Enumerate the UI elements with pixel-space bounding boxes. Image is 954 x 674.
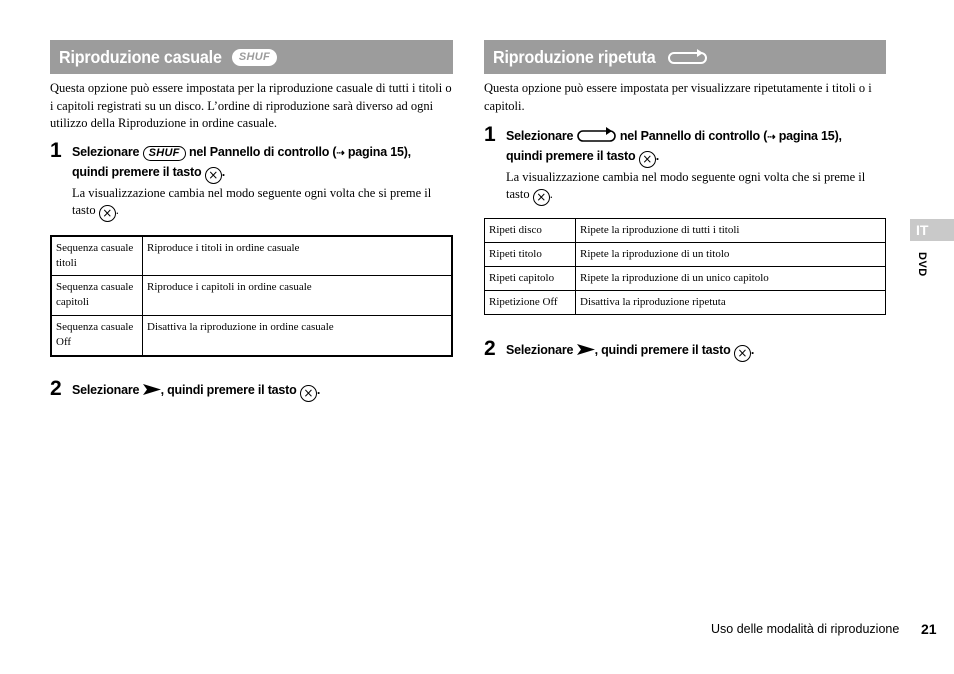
footer-section-title: Uso delle modalità di riproduzione [711, 622, 900, 636]
section-random-playback [50, 40, 453, 402]
step-number: 2 [50, 376, 62, 400]
table-row [51, 316, 452, 356]
step-note: La visualizzazione cambia nel modo seguente ogni volta che si preme il tasto × . [506, 170, 866, 204]
shuf-icon: SHUF [232, 49, 277, 66]
language-tab: IT [910, 219, 954, 241]
play-icon [143, 384, 161, 395]
step-text: Selezionare nel Pannello di controllo (⇢ pagina 15), quindi premere il tasto × . [506, 129, 842, 166]
cross-button-icon: × [734, 345, 751, 362]
section-repeat-playback [484, 40, 886, 362]
table-cell-label: Ripeti titolo [485, 243, 576, 267]
repeat-icon [577, 127, 617, 143]
table-cell-desc: Ripete la riproduzione di un titolo [576, 243, 886, 267]
table-cell-label: Sequenza casuale Off [51, 316, 143, 356]
step-text: Selezionare SHUF nel Pannello di controllo (⇢ pagina 15), quindi premere il tasto × . [72, 144, 411, 182]
step-2 [484, 337, 886, 362]
step-number: 1 [50, 138, 62, 162]
step-note: La visualizzazione cambia nel modo seguente ogni volta che si preme il tasto × . [72, 185, 432, 220]
table-cell-label: Ripetizione Off [485, 291, 576, 315]
table-cell-label: Ripeti capitolo [485, 267, 576, 291]
table-row [51, 276, 452, 316]
step-1 [484, 123, 886, 206]
cross-button-icon: × [300, 385, 317, 402]
heading-text: Riproduzione ripetuta [493, 46, 656, 67]
table-row [485, 219, 886, 243]
arrow-right-icon: ⇢ [767, 132, 776, 143]
section-heading [50, 40, 453, 74]
step-2 [50, 376, 453, 402]
table-cell-desc: Ripete la riproduzione di un unico capitolo [576, 267, 886, 291]
step-1 [50, 138, 453, 222]
section-side-label: DVD [916, 252, 928, 277]
table-row [485, 267, 886, 291]
section-heading [484, 40, 886, 74]
shuf-icon: SHUF [143, 146, 186, 161]
table-cell-desc: Ripete la riproduzione di tutti i titoli [576, 219, 886, 243]
step-text: Selezionare , quindi premere il tasto × . [506, 343, 755, 360]
heading-text: Riproduzione casuale [59, 46, 222, 67]
step-number: 1 [484, 123, 496, 146]
cross-button-icon: × [99, 205, 116, 222]
table-cell-desc: Disattiva la riproduzione ripetuta [576, 291, 886, 315]
play-icon [577, 344, 595, 355]
table-cell-label: Sequenza casuale titoli [51, 236, 143, 276]
table-cell-desc: Disattiva la riproduzione in ordine casuale [143, 316, 453, 356]
table-cell-label: Sequenza casuale capitoli [51, 276, 143, 316]
table-cell-label: Ripeti disco [485, 219, 576, 243]
table-row [485, 291, 886, 315]
step-text: Selezionare , quindi premere il tasto × . [72, 382, 321, 400]
intro-paragraph: Questa opzione può essere impostata per la riproduzione casuale di tutti i titoli o i capitoli registrati su un disco. L’ordine di riproduzione sarà diverso ad ogni utilizzo della Riproduzione in ordine casuale. [50, 81, 452, 130]
arrow-right-icon: ⇢ [336, 147, 345, 159]
intro-paragraph: Questa opzione può essere impostata per visualizzare ripetutamente i titoli o i capitoli. [484, 81, 872, 113]
cross-button-icon: × [205, 167, 222, 184]
table-row [485, 243, 886, 267]
table-cell-desc: Riproduce i capitoli in ordine casuale [143, 276, 453, 316]
random-options-table [50, 235, 453, 357]
cross-button-icon: × [533, 189, 550, 206]
repeat-icon [668, 49, 708, 65]
table-cell-desc: Riproduce i titoli in ordine casuale [143, 236, 453, 276]
page-number: 21 [921, 621, 937, 637]
repeat-options-table [484, 218, 886, 315]
cross-button-icon: × [639, 151, 656, 168]
table-row [51, 236, 452, 276]
step-number: 2 [484, 337, 496, 360]
